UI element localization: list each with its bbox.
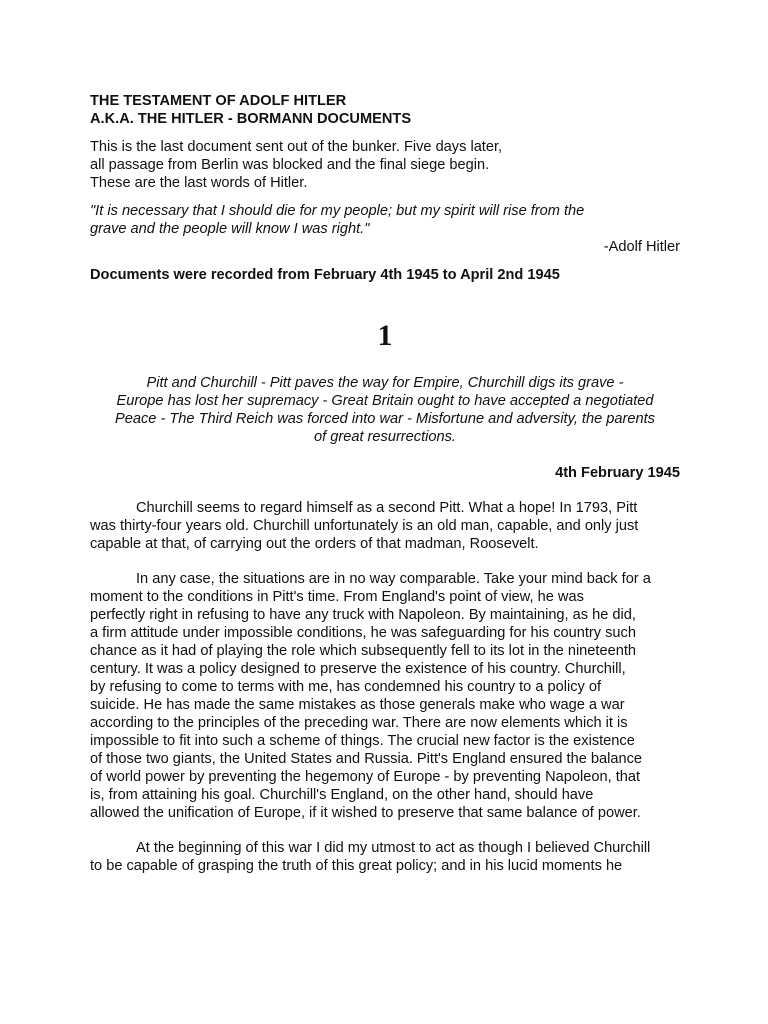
paragraph-line: In any case, the situations are in no way comparable. Take your mind back for a xyxy=(136,571,651,587)
entry-date: 4th February 1945 xyxy=(555,465,680,481)
paragraph-line: perfectly right in refusing to have any truck with Napoleon. By maintaining, as he did, xyxy=(90,607,636,623)
paragraph-line: century. It was a policy designed to preserve the existence of his country. Churchill, xyxy=(90,661,626,677)
paragraph-line: a firm attitude under impossible conditions, he was safeguarding for his country such xyxy=(90,625,636,641)
intro-line: This is the last document sent out of the bunker. Five days later, xyxy=(90,139,503,155)
paragraph-line: allowed the unification of Europe, if it wished to preserve that same balance of power. xyxy=(90,805,641,821)
summary-line: Europe has lost her supremacy - Great Britain ought to have accepted a negotiated xyxy=(116,393,654,409)
quote-line: grave and the people will know I was right." xyxy=(90,221,370,237)
title-line: THE TESTAMENT OF ADOLF HITLER xyxy=(90,93,347,109)
document-title xyxy=(90,92,680,128)
paragraph-line: Churchill seems to regard himself as a second Pitt. What a hope! In 1793, Pitt xyxy=(136,500,638,516)
body-paragraph-1 xyxy=(90,499,680,553)
paragraph-line: moment to the conditions in Pitt's time. From England's point of view, he was xyxy=(90,589,584,605)
quote-line: "It is necessary that I should die for my people; but my spirit will rise from the xyxy=(90,203,585,219)
paragraph-line: according to the principles of the preceding war. There are now elements which it is xyxy=(90,715,628,731)
hitler-quote xyxy=(90,202,680,238)
paragraph-line: was thirty-four years old. Churchill unfortunately is an old man, capable, and only just xyxy=(90,518,639,534)
summary-line: Pitt and Churchill - Pitt paves the way for Empire, Churchill digs its grave - xyxy=(146,375,624,391)
quote-attribution: -Adolf Hitler xyxy=(603,239,680,255)
recorded-dates-note: Documents were recorded from February 4th 1945 to April 2nd 1945 xyxy=(90,267,560,283)
document-page xyxy=(90,92,680,875)
paragraph-line: of world power by preventing the hegemony of Europe - by preventing Napoleon, that xyxy=(90,769,641,785)
paragraph-line: is, from attaining his goal. Churchill's England, on the other hand, should have xyxy=(90,787,594,803)
summary-line: Peace - The Third Reich was forced into war - Misfortune and adversity, the parents xyxy=(115,411,655,427)
paragraph-line: chance as it had of playing the role which subsequently fell to its lot in the nineteenth xyxy=(90,643,636,659)
paragraph-line: to be capable of grasping the truth of this great policy; and in his lucid moments he xyxy=(90,858,623,874)
paragraph-line: of those two giants, the United States and Russia. Pitt's England ensured the balance xyxy=(90,751,643,767)
intro-line: all passage from Berlin was blocked and the final siege begin. xyxy=(90,157,490,173)
paragraph-line: capable at that, of carrying out the orders of that madman, Roosevelt. xyxy=(90,536,539,552)
paragraph-line: At the beginning of this war I did my utmost to act as though I believed Churchill xyxy=(136,840,651,856)
intro-line: These are the last words of Hitler. xyxy=(90,175,308,191)
chapter-number: 1 xyxy=(377,319,393,352)
subtitle-line: A.K.A. THE HITLER - BORMANN DOCUMENTS xyxy=(90,111,412,127)
paragraph-line: suicide. He has made the same mistakes as those generals make who wage a war xyxy=(90,697,625,713)
summary-line: of great resurrections. xyxy=(314,429,456,445)
body-paragraph-3 xyxy=(90,839,680,875)
paragraph-line: impossible to fit into such a scheme of things. The crucial new factor is the existence xyxy=(90,733,635,749)
chapter-summary xyxy=(90,374,680,446)
body-paragraph-2 xyxy=(90,570,680,822)
paragraph-line: by refusing to come to terms with me, has condemned his country to a policy of xyxy=(90,679,602,695)
intro-paragraph xyxy=(90,138,680,192)
